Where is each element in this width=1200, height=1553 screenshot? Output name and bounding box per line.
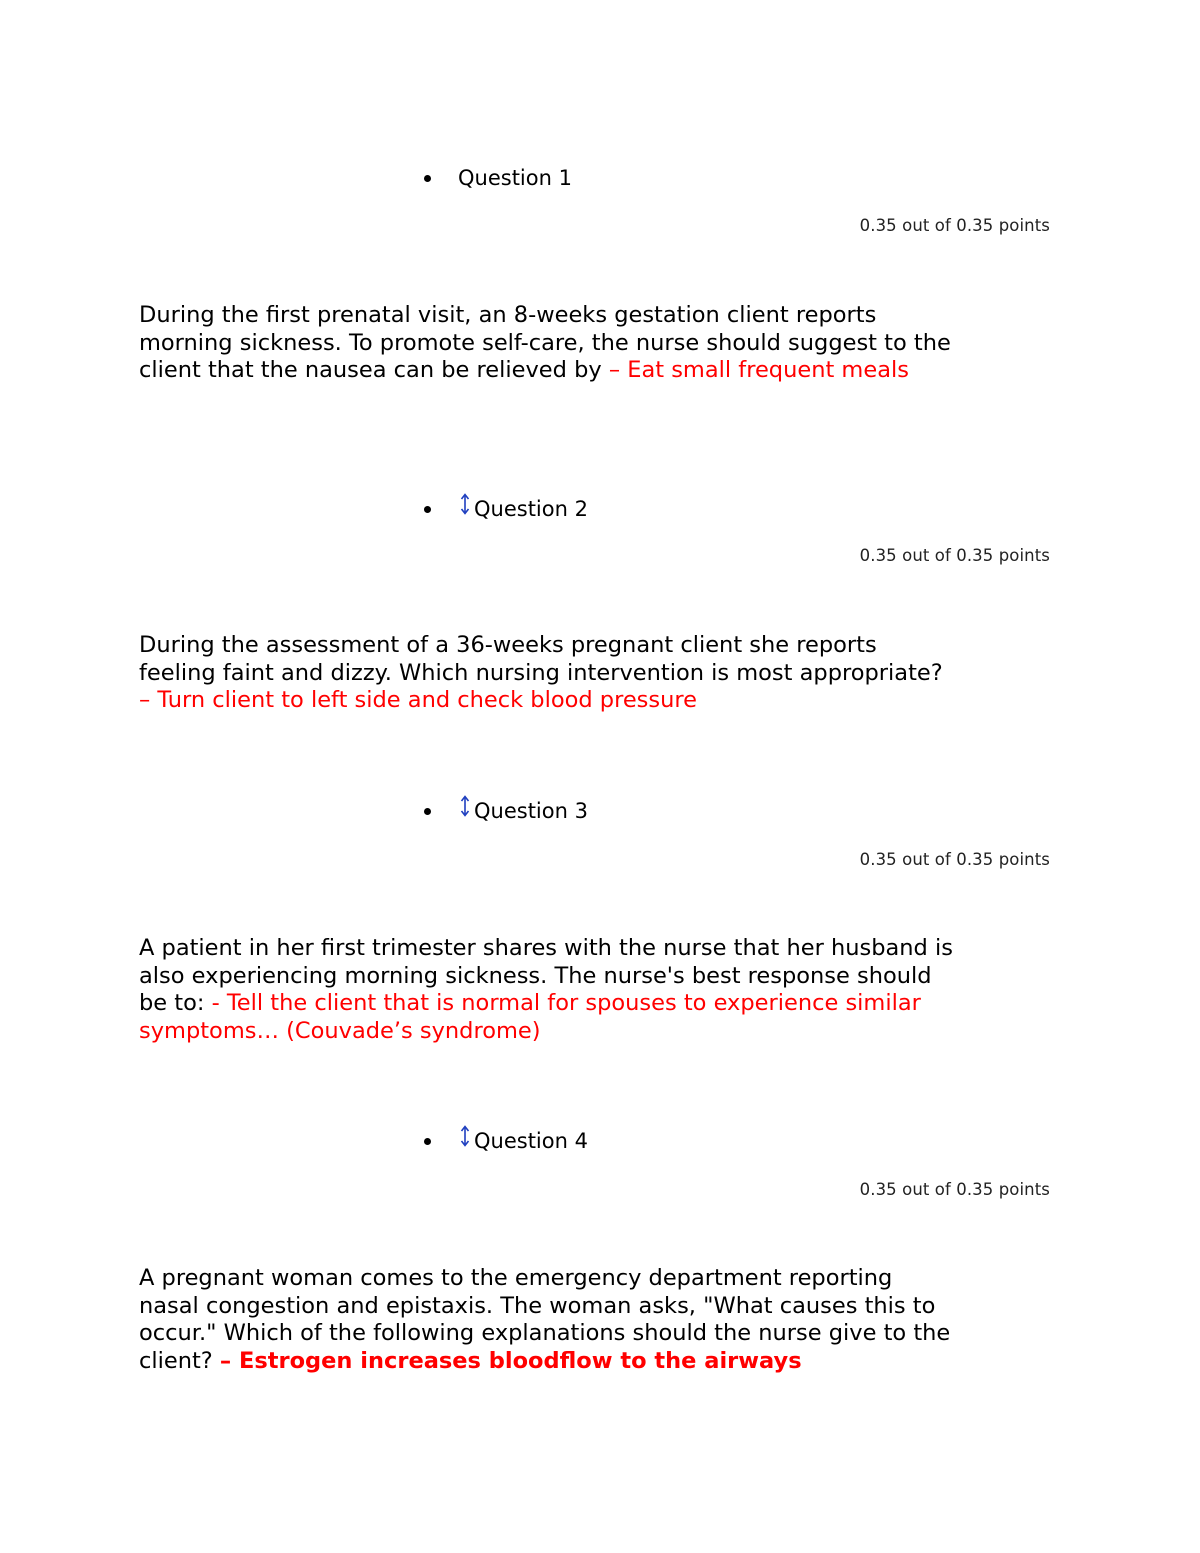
bullet-icon [424, 1138, 431, 1145]
question-1-answer: – Eat small frequent meals [608, 357, 909, 384]
question-2-points: 0.35 out of 0.35 points [859, 546, 1050, 565]
question-4-points: 0.35 out of 0.35 points [859, 1180, 1050, 1199]
question-1-body [139, 302, 959, 385]
sort-arrows-icon[interactable] [458, 492, 472, 516]
question-1-points: 0.35 out of 0.35 points [859, 216, 1050, 235]
question-1-prompt: During the first prenatal visit, an 8-weeks gestation client reports morning sickness. To promote self-care, the nurse should suggest to the client that the nausea can be relieved by [139, 302, 951, 384]
question-title: Question 1 [458, 166, 572, 190]
question-2-header [424, 494, 588, 524]
question-3-prompt: A patient in her first trimester shares with the nurse that her husband is also experiencing morning sickness. The nurse's best response should be to: [139, 935, 953, 1017]
bullet-icon [424, 808, 431, 815]
question-title: Question 2 [474, 497, 588, 521]
question-2-answer: – Turn client to left side and check blood pressure [139, 687, 697, 714]
question-4-prompt: A pregnant woman comes to the emergency department reporting nasal congestion and epistaxis. The woman asks, "What causes this to occur." Which of the following explanations should the nurse give to the client? [139, 1265, 951, 1375]
bullet-icon [424, 175, 431, 182]
bullet-icon [424, 506, 431, 513]
question-3-points: 0.35 out of 0.35 points [859, 850, 1050, 869]
question-3-answer: - Tell the client that is normal for spouses to experience similar symptoms… (Couvade’s syndrome) [139, 990, 921, 1045]
question-2-prompt: During the assessment of a 36-weeks pregnant client she reports feeling faint and dizzy. Which nursing intervention is most appropriate? [139, 632, 943, 686]
question-3-header [424, 796, 588, 826]
question-title: Question 3 [474, 799, 588, 823]
sort-arrows-icon[interactable] [458, 794, 472, 818]
sort-arrows-icon[interactable] [458, 1124, 472, 1148]
question-4-answer: – Estrogen increases bloodflow to the airways [219, 1348, 802, 1375]
question-1-header [424, 163, 572, 193]
question-title: Question 4 [474, 1129, 588, 1153]
question-4-body [139, 1265, 959, 1376]
question-4-header [424, 1126, 588, 1156]
question-3-body [139, 935, 959, 1046]
question-2-body [139, 632, 959, 715]
